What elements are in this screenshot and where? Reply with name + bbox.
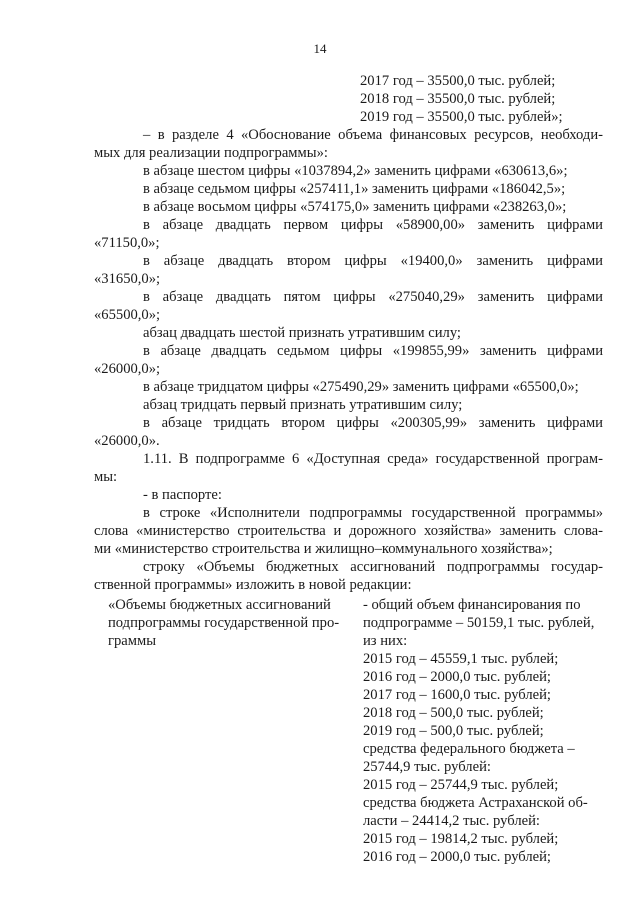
paragraph-line: мых для реализации подпрограммы»: — [94, 145, 328, 161]
paragraph-line: в абзаце восьмом цифры «574175,0» заменить цифрами «238263,0»; — [143, 199, 567, 215]
page-number: 14 — [313, 41, 327, 56]
paragraph-line: мы: — [94, 469, 118, 485]
table-right-line: средства бюджета Астраханской об- — [363, 795, 588, 811]
paragraph-line: «65500,0»; — [94, 307, 161, 323]
table-right-line: из них: — [363, 633, 408, 649]
paragraph-line: в абзаце тридцать втором цифры «200305,99» заменить цифрами — [143, 415, 603, 431]
paragraph-line: в строке «Исполнители подпрограммы государственной программы» — [143, 505, 603, 521]
paragraph-line: 1.11. В подпрограмме 6 «Доступная среда» государственной програм- — [143, 451, 603, 467]
paragraph-line: ственной программы» изложить в новой редакции: — [94, 577, 412, 593]
table-right-line: - общий объем финансирования по — [363, 597, 581, 613]
paragraph-line: слова «министерство строительства и дорожного хозяйства» заменить слова- — [94, 523, 603, 539]
table-right-line: 2015 год – 25744,9 тыс. рублей; — [363, 777, 559, 793]
table-right-line: подпрограмме – 50159,1 тыс. рублей, — [363, 615, 595, 631]
paragraph-line: в абзаце тридцатом цифры «275490,29» заменить цифрами «65500,0»; — [143, 379, 579, 395]
table-left-line: подпрограммы государственной про- — [108, 615, 340, 631]
table-right-line: 2016 год – 2000,0 тыс. рублей; — [363, 849, 551, 865]
paragraph-line: «26000,0». — [94, 433, 160, 449]
paragraph-line: в абзаце двадцать первом цифры «58900,00» заменить цифрами — [143, 217, 603, 233]
table-right-line: 2015 год – 19814,2 тыс. рублей; — [363, 831, 559, 847]
year-line: 2018 год – 35500,0 тыс. рублей; — [360, 91, 556, 107]
table-right-line: 2016 год – 2000,0 тыс. рублей; — [363, 669, 551, 685]
paragraph-line: абзац двадцать шестой признать утратившим силу; — [143, 325, 461, 341]
table-right-line: средства федерального бюджета – — [363, 741, 575, 757]
paragraph-line: в абзаце двадцать седьмом цифры «199855,99» заменить цифрами — [143, 343, 603, 359]
table-left-line: «Объемы бюджетных ассигнований — [108, 597, 331, 613]
paragraph-line: абзац тридцать первый признать утратившим силу; — [143, 397, 463, 413]
table-right-line: ласти – 24414,2 тыс. рублей: — [363, 813, 540, 829]
paragraph-line: – в разделе 4 «Обоснование объема финансовых ресурсов, необходи- — [143, 127, 603, 143]
year-line: 2017 год – 35500,0 тыс. рублей; — [360, 73, 556, 89]
table-right-line: 25744,9 тыс. рублей: — [363, 759, 491, 775]
paragraph-line: в абзаце двадцать втором цифры «19400,0» заменить цифрами — [143, 253, 603, 269]
table-right-line: 2018 год – 500,0 тыс. рублей; — [363, 705, 544, 721]
table-right-line: 2015 год – 45559,1 тыс. рублей; — [363, 651, 559, 667]
year-line: 2019 год – 35500,0 тыс. рублей»; — [360, 109, 563, 125]
table-left-cell — [108, 596, 354, 650]
paragraph-line: - в паспорте: — [143, 487, 222, 503]
paragraph-line: «31650,0»; — [94, 271, 161, 287]
paragraph-line: ми «министерство строительства и жилищно–коммунального хозяйства»; — [94, 541, 553, 557]
table-right-line: 2017 год – 1600,0 тыс. рублей; — [363, 687, 551, 703]
paragraph-line: «26000,0»; — [94, 361, 161, 377]
table-left-line: граммы — [108, 633, 157, 649]
table-right-line: 2019 год – 500,0 тыс. рублей; — [363, 723, 544, 739]
paragraph-line: в абзаце двадцать пятом цифры «275040,29» заменить цифрами — [143, 289, 603, 305]
paragraph-line: «71150,0»; — [94, 235, 160, 251]
paragraph-line: в абзаце седьмом цифры «257411,1» заменить цифрами «186042,5»; — [143, 181, 566, 197]
paragraph-line: в абзаце шестом цифры «1037894,2» заменить цифрами «630613,6»; — [143, 163, 568, 179]
paragraph-line: строку «Объемы бюджетных ассигнований подпрограммы государ- — [143, 559, 603, 575]
table-right-cell — [363, 596, 603, 866]
